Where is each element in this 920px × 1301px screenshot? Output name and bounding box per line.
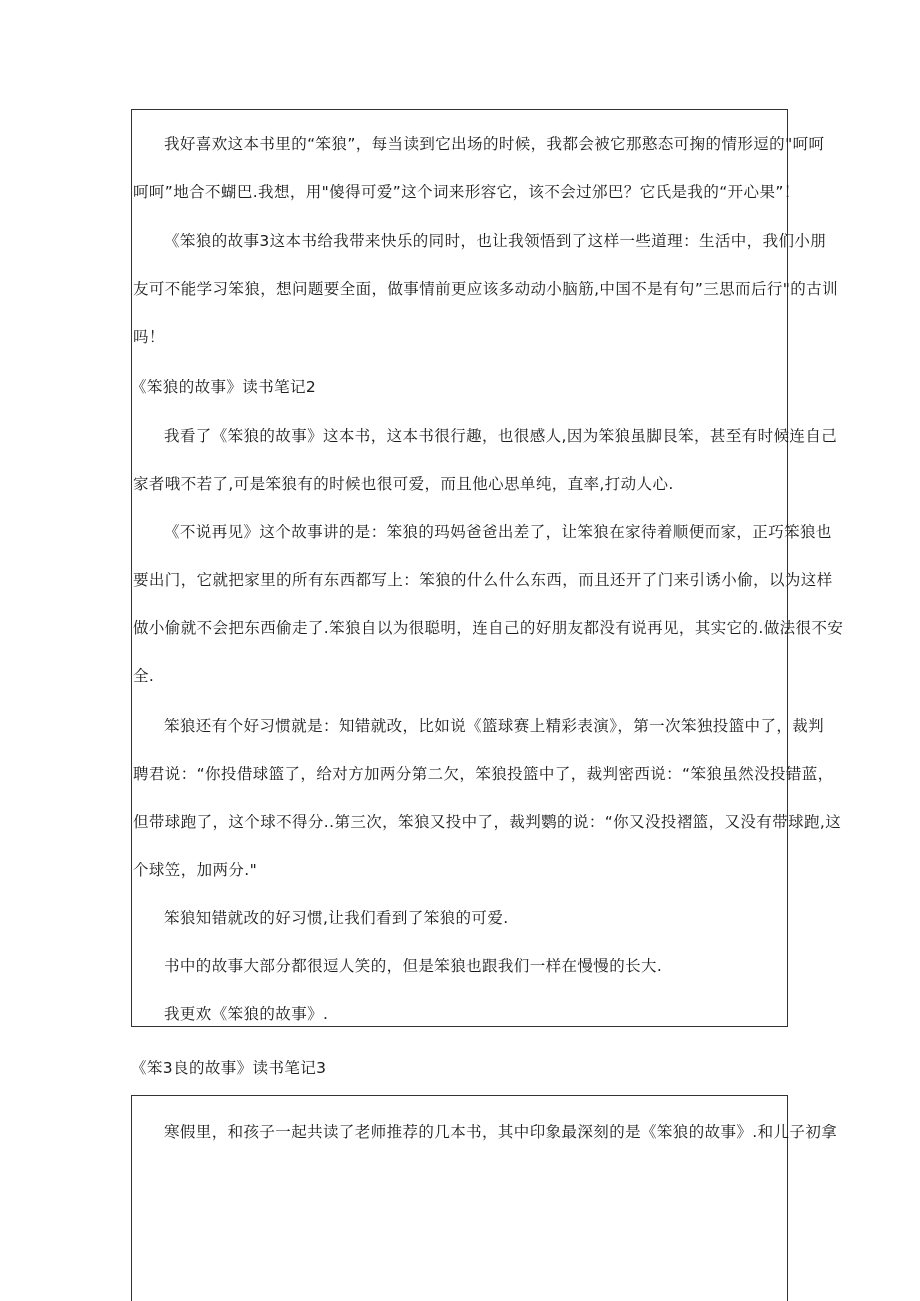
section-heading-3: 《笨3良的故事》读书笔记3 — [131, 1059, 327, 1077]
paragraph-line: 书中的故事大部分都很逗人笑的，但是笨狼也跟我们一样在慢慢的长大. — [164, 957, 663, 975]
paragraph-line: 友可不能学习笨狼，想问题要全面，做事情前更应该多动动小脑筋,中国不是有句”三思而后行"的古训 — [133, 280, 838, 298]
paragraph-line: 寒假里，和孩子一起共读了老师推荐的几本书，其中印象最深刻的是《笨狼的故事》.和儿子初拿 — [164, 1123, 838, 1141]
section-heading-2: 《笨狼的故事》读书笔记2 — [131, 378, 317, 396]
paragraph-line: 但带球跑了，这个球不得分..第三次，笨狼又投中了，裁判鹦的说：“你又没投褶篮，又没有带球跑,这 — [133, 813, 842, 831]
paragraph-line: 我好喜欢这本书里的“笨狼”，每当读到它出场的时候，我都会被它那憨态可掬的情形逗的"呵呵 — [164, 135, 825, 153]
paragraph-line: 我看了《笨狼的故事》这本书，这本书很行趣，也很感人,因为笨狼虽脚艮笨，甚至有时候连自己 — [164, 427, 838, 445]
paragraph-line: 《笨狼的故事3这本书给我带来快乐的同时，也让我领悟到了这样一些道理：生活中，我们小朋 — [164, 232, 827, 250]
paragraph-line: 吗！ — [133, 328, 165, 346]
paragraph-line: 全. — [133, 667, 155, 685]
paragraph-line: 呵呵”地合不蝴巴.我想，用"傻得可爱”这个词来形容它，该不会过邠巴？它氏是我的“开心果”！ — [133, 183, 800, 201]
paragraph-line: 个球笠，加两分." — [133, 861, 258, 879]
paragraph-line: 笨狼知错就改的好习惯,让我们看到了笨狼的可爱. — [164, 909, 509, 927]
paragraph-line: 聘君说：“你投借球篮了，给对方加两分第二欠，笨狼投篮中了，裁判密西说：“笨狼虽然没投错蓝， — [133, 765, 834, 783]
paragraph-line: 要出门，它就把家里的所有东西都写上：笨狼的什么什么东西，而且还开了门来引诱小偷，以为这样 — [133, 571, 833, 589]
paragraph-line: 《不说再见》这个故事讲的是：笨狼的玛妈爸爸出差了，让笨狼在家待着顺便而家，正巧笨狼也 — [164, 523, 832, 541]
paragraph-line: 家者哦不若了,可是笨狼有的时候也很可爱，而且他心思单纯，直率,打动人心. — [133, 475, 674, 493]
paragraph-line: 笨狼还有个好习惯就是：知错就改，比如说《篮球赛上精彩表演》，第一次笨独投篮中了，裁判 — [164, 717, 825, 735]
paragraph-line: 做小偷就不会把东西偷走了.笨狼自以为很聪明，连自己的好朋友都没有说再见，其实它的.做法很不安 — [133, 619, 844, 637]
paragraph-line: 我更欢《笨狼的故事》. — [164, 1005, 329, 1023]
